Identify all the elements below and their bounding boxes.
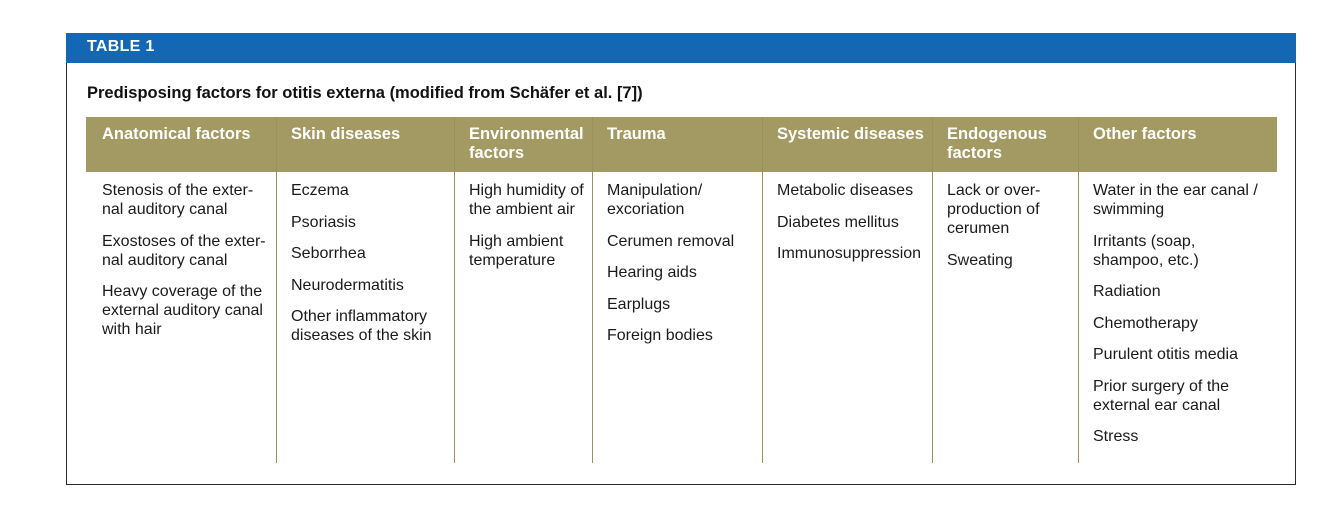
table-cell-item: High ambient temperature (469, 232, 564, 269)
table-cell-item: Sweating (947, 251, 1013, 269)
column-items (763, 172, 933, 263)
column-header: Other factors (1079, 117, 1277, 172)
table-cell-item: High humidity of the ambient air (469, 182, 584, 218)
table-number: TABLE 1 (87, 38, 155, 55)
column-trauma (592, 117, 763, 463)
column-items (593, 172, 763, 345)
column-header: Endogenous factors (933, 117, 1079, 172)
table-cell-item: Psoriasis (291, 213, 356, 231)
table-cell-item: Other inflammatory diseases of the skin (291, 308, 432, 344)
factors-table (86, 117, 1276, 463)
table-cell-item: Stenosis of the exter- nal auditory canal (102, 182, 254, 218)
column-header: Systemic diseases (763, 117, 933, 172)
table-cell-item: Neurodermatitis (291, 276, 404, 294)
table-cell-item: Foreign bodies (607, 327, 713, 344)
column-items (277, 172, 455, 345)
table-cell-item: Lack or over- production of cerumen (947, 182, 1041, 237)
column-header: Skin diseases (277, 117, 455, 172)
column-other-factors (1078, 117, 1277, 463)
table-cell-item: Water in the ear canal / swimming (1093, 182, 1258, 218)
table-cell-item: Manipulation/ excoriation (607, 182, 703, 218)
table-cell-item: Irritants (soap, shampoo, etc.) (1093, 232, 1199, 269)
column-items (86, 172, 276, 339)
table-cell-item: Prior surgery of the external ear canal (1093, 377, 1230, 414)
table-banner (66, 33, 1296, 63)
column-items (1079, 172, 1277, 446)
column-anatomical-factors (86, 117, 276, 463)
column-systemic-diseases (762, 117, 933, 463)
table-cell-item: Purulent otitis media (1093, 346, 1238, 363)
table-cell-item: Stress (1093, 428, 1139, 445)
table-cell-item: Immunosuppression (777, 245, 922, 262)
column-environmental-factors (454, 117, 593, 463)
column-header: Environmental factors (455, 117, 593, 172)
column-header: Anatomical factors (86, 117, 276, 172)
table-cell-item: Exostoses of the exter- nal auditory canal (102, 232, 266, 269)
table-cell-item: Hearing aids (607, 264, 697, 281)
table-cell-item: Chemotherapy (1093, 314, 1198, 332)
column-items (455, 172, 593, 270)
table-cell-item: Heavy coverage of the external auditory canal with hair (102, 283, 263, 338)
table-cell-item: Cerumen removal (607, 232, 735, 250)
column-header: Trauma (593, 117, 763, 172)
table-cell-item: Seborrhea (291, 245, 366, 262)
table-cell-item: Metabolic diseases (777, 182, 914, 199)
column-items (933, 172, 1079, 270)
table-cell-item: Diabetes mellitus (777, 213, 899, 231)
table-cell-item: Earplugs (607, 295, 671, 313)
table-cell-item: Radiation (1093, 283, 1161, 300)
column-endogenous-factors (932, 117, 1079, 463)
column-skin-diseases (276, 117, 455, 463)
table-caption: Predisposing factors for otitis externa (modified from Schäfer et al. [7]) (87, 84, 643, 102)
table-cell-item: Eczema (291, 182, 349, 199)
